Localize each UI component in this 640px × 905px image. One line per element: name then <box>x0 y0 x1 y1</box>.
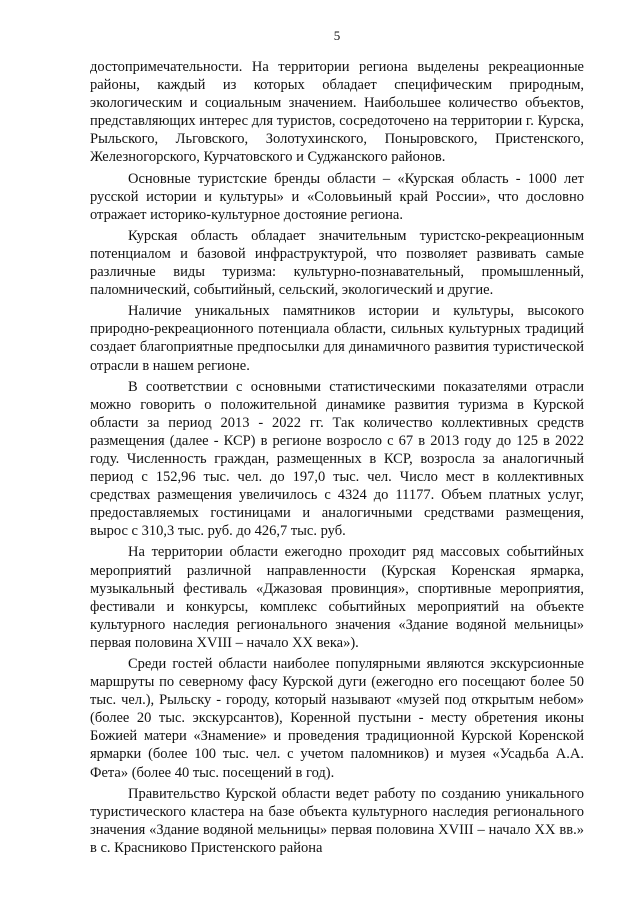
paragraph: Курская область обладает значительным туристско-рекреационным потенциалом и базовой инфраструктурой, что позволяет развивать самые различные виды туризма: культурно-познавательный, промышленный, паломнический, событийный, сельский, экологический и другие. <box>90 227 584 299</box>
paragraph: Наличие уникальных памятников истории и культуры, высокого природно-рекреационного потенциала области, сильных культурных традиций создает благоприятные предпосылки для динамичного развития туристической отрасли в нашем регионе. <box>90 303 584 374</box>
paragraph: Среди гостей области наиболее популярными являются экскурсионные маршруты по северному фасу Курской дуги (ежегодно его посещают более 50 тыс. чел.), Рыльску - городу, который называют «музей под открытым небом» (более 20 тыс. экскурсантов), Коренной пустыни - месту обретения иконы Божией матери «Знамение» и проведения традиционной Курской Коренской ярмарки (более 100 тыс. чел. с учетом паломников) и музея «Усадьба А.А. Фета» (более 40 тыс. посещений в год). <box>90 656 584 781</box>
paragraph: достопримечательности. На территории региона выделены рекреационные районы, каждый из которых обладает специфическим природным, экологическим и социальным значением. Наибольшее количество объектов, представляющих интерес для туристов, сосредоточено на территории г. Курска, Рыльского, Льговского, Золотухинского, Поныровского, Пристенского, Железногорского, Курчатовского и Суджанского районов. <box>90 59 584 166</box>
paragraph: В соответствии с основными статистическими показателями отрасли можно говорить о положительной динамике развития туризма в Курской области за период 2013 - 2022 гг. Так количество коллективных средств размещения (далее - КСР) в регионе возросло с 67 в 2013 году до 125 в 2022 году. Численность граждан, размещенных в КСР, возросла за аналогичный период с 152,96 тыс. чел. до 197,0 тыс. чел. Число мест в коллективных средствах размещения увеличилось с 4324 до 11177. Объем платных услуг, предоставляемых гостиницами и аналогичными средствами размещения, вырос с 310,3 тыс. руб. до 426,7 тыс. руб. <box>90 378 584 540</box>
paragraph: Основные туристские бренды области – «Курская область - 1000 лет русской истории и культуры» и «Соловьиный край России», что дословно отражает историко-культурное достояние региона. <box>90 170 584 223</box>
body-text <box>90 58 584 857</box>
paragraph: Правительство Курской области ведет работу по созданию уникального туристического кластера на базе объекта культурного наследия регионального значения «Здание водяной мельницы» первая половина XVIII – начало XX вв.» в с. Красниково Пристенского района <box>90 785 584 856</box>
paragraph: На территории области ежегодно проходит ряд массовых событийных мероприятий различной направленности (Курская Коренская ярмарка, музыкальный фестиваль «Джазовая провинция», спортивные мероприятия, фестивали и конкурсы, комплекс событийных мероприятий на объекте культурного наследия регионального значения «Здание водяной мельницы» первая половина XVIII – начало XX века»). <box>90 544 584 651</box>
page-number: 5 <box>333 28 341 43</box>
